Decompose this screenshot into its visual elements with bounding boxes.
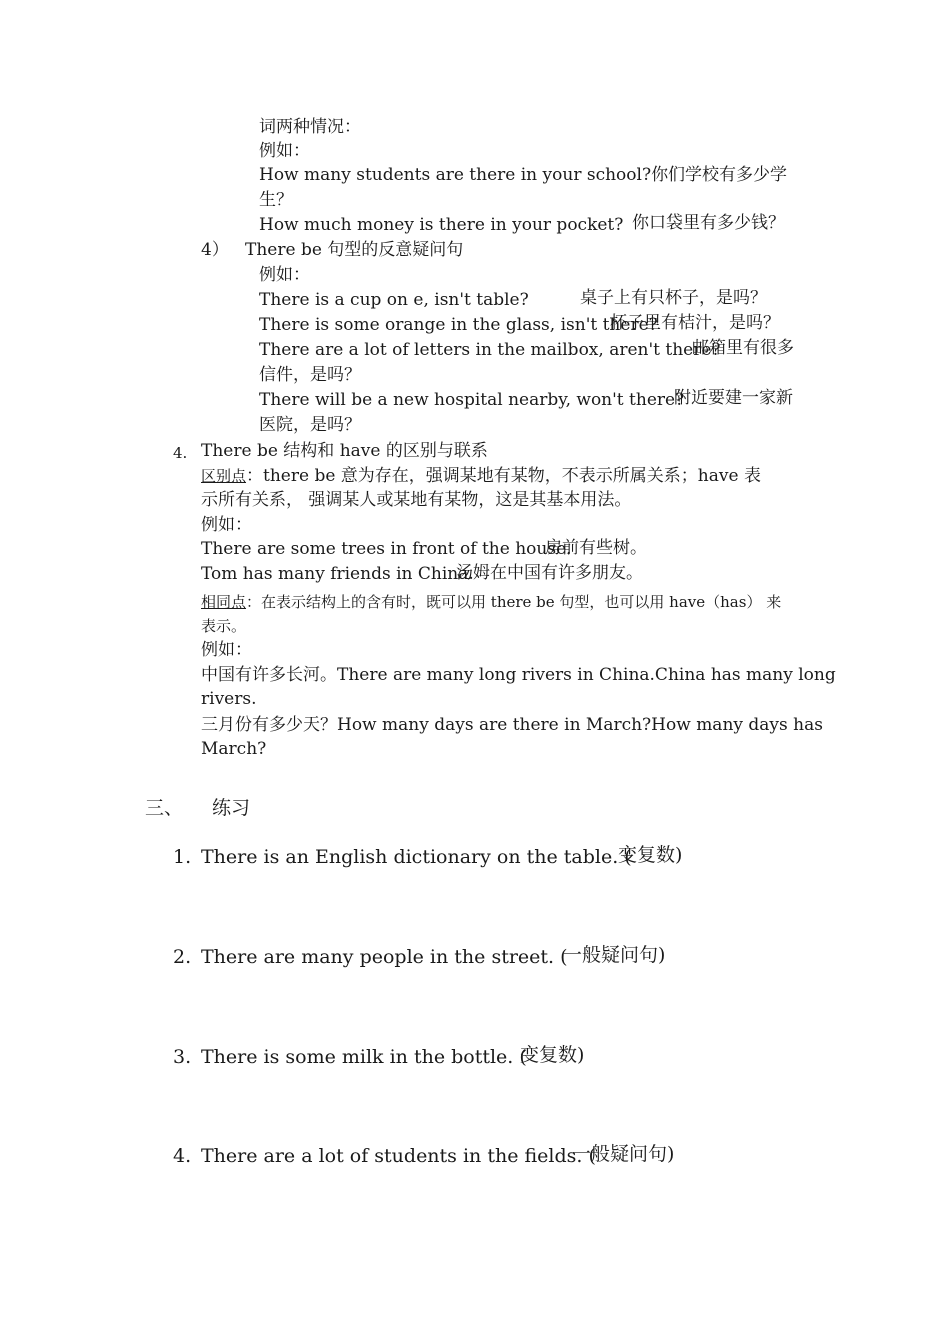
exercise-hint: 变复数) (520, 1044, 585, 1066)
list-number: 4. (173, 444, 188, 462)
section-heading: There be 结构和 have 的区别与联系 (201, 441, 488, 461)
translation-overlay: 附近要建一家新 (674, 388, 793, 408)
example-label: 例如： (259, 265, 310, 285)
example-sentence: 三月份有多少天？How many days are there in March?How many days has (201, 715, 823, 735)
list-number: 4） (201, 240, 229, 260)
text-line: rivers. (201, 689, 257, 709)
exercise-number: 4. (173, 1145, 192, 1167)
exercise-sentence: There is some milk in the bottle. ( (201, 1046, 527, 1068)
difference-label: 区别点 (201, 467, 247, 485)
translation-overlay: 房前有些树。 (545, 538, 647, 558)
text-line: 词两种情况： (259, 117, 361, 137)
translation-overlay: 邮箱里有很多 (692, 338, 794, 358)
same-text: ：在表示结构上的含有时，既可以用 there be 句型，也可以用 have（has） 来 (246, 593, 782, 611)
text-line: 医院，是吗？ (259, 415, 361, 435)
example-label: 例如： (201, 515, 252, 535)
example-sentence: Tom has many friends in China. (201, 564, 474, 584)
translation-overlay: 你口袋里有多少钱？ (632, 213, 785, 233)
example-label: 例如： (259, 141, 310, 161)
section-heading: There be 句型的反意疑问句 (245, 240, 464, 260)
exercise-hint: 一般疑问句) (572, 1143, 675, 1165)
translation-overlay: 杯子里有桔汁，是吗？ (610, 313, 780, 333)
section-number: 三、 (145, 797, 184, 819)
example-sentence: There are some trees in front of the house. (201, 539, 572, 559)
example-sentence: There is some orange in the glass, isn't there? (259, 315, 658, 335)
exercise-number: 1. (173, 846, 192, 868)
example-label: 例如： (201, 640, 252, 660)
translation-overlay: 汤姆在中国有许多朋友。 (456, 563, 643, 583)
exercise-number: 2. (173, 946, 192, 968)
text-line: 生？ (259, 190, 293, 210)
exercise-sentence: There are a lot of students in the fields. ( (201, 1145, 596, 1167)
exercise-number: 3. (173, 1046, 192, 1068)
translation-overlay: 桌子上有只杯子，是吗？ (580, 288, 767, 308)
text-line: How many students are there in your school?你们学校有多少学 (259, 165, 788, 185)
section-title: 练习 (212, 797, 251, 819)
difference-line (201, 466, 761, 486)
text-line: 表示。 (201, 617, 247, 635)
example-sentence: There are a lot of letters in the mailbox, aren't there? (259, 340, 721, 360)
example-sentence: There is a cup on e, isn't table? (259, 290, 529, 310)
exercise-sentence: There are many people in the street. ( (201, 946, 568, 968)
text-line: How much money is there in your pocket? (259, 215, 624, 235)
text-line: 示所有关系， 强调某人或某地有某物，这是其基本用法。 (201, 490, 632, 510)
exercise-hint: 变复数) (618, 844, 683, 866)
text-line: March? (201, 739, 267, 759)
difference-text: ：there be 意为存在，强调某地有某物，不表示所属关系；have 表 (246, 466, 761, 486)
exercise-hint: 一般疑问句) (563, 944, 666, 966)
same-line (201, 592, 781, 612)
exercise-sentence: There is an English dictionary on the table. ( (201, 846, 632, 868)
example-sentence: 中国有许多长河。There are many long rivers in China.China has many long (201, 665, 836, 685)
text-line: 信件，是吗？ (259, 365, 361, 385)
example-sentence: There will be a new hospital nearby, won't there? (259, 390, 685, 410)
same-label: 相同点 (201, 593, 247, 611)
